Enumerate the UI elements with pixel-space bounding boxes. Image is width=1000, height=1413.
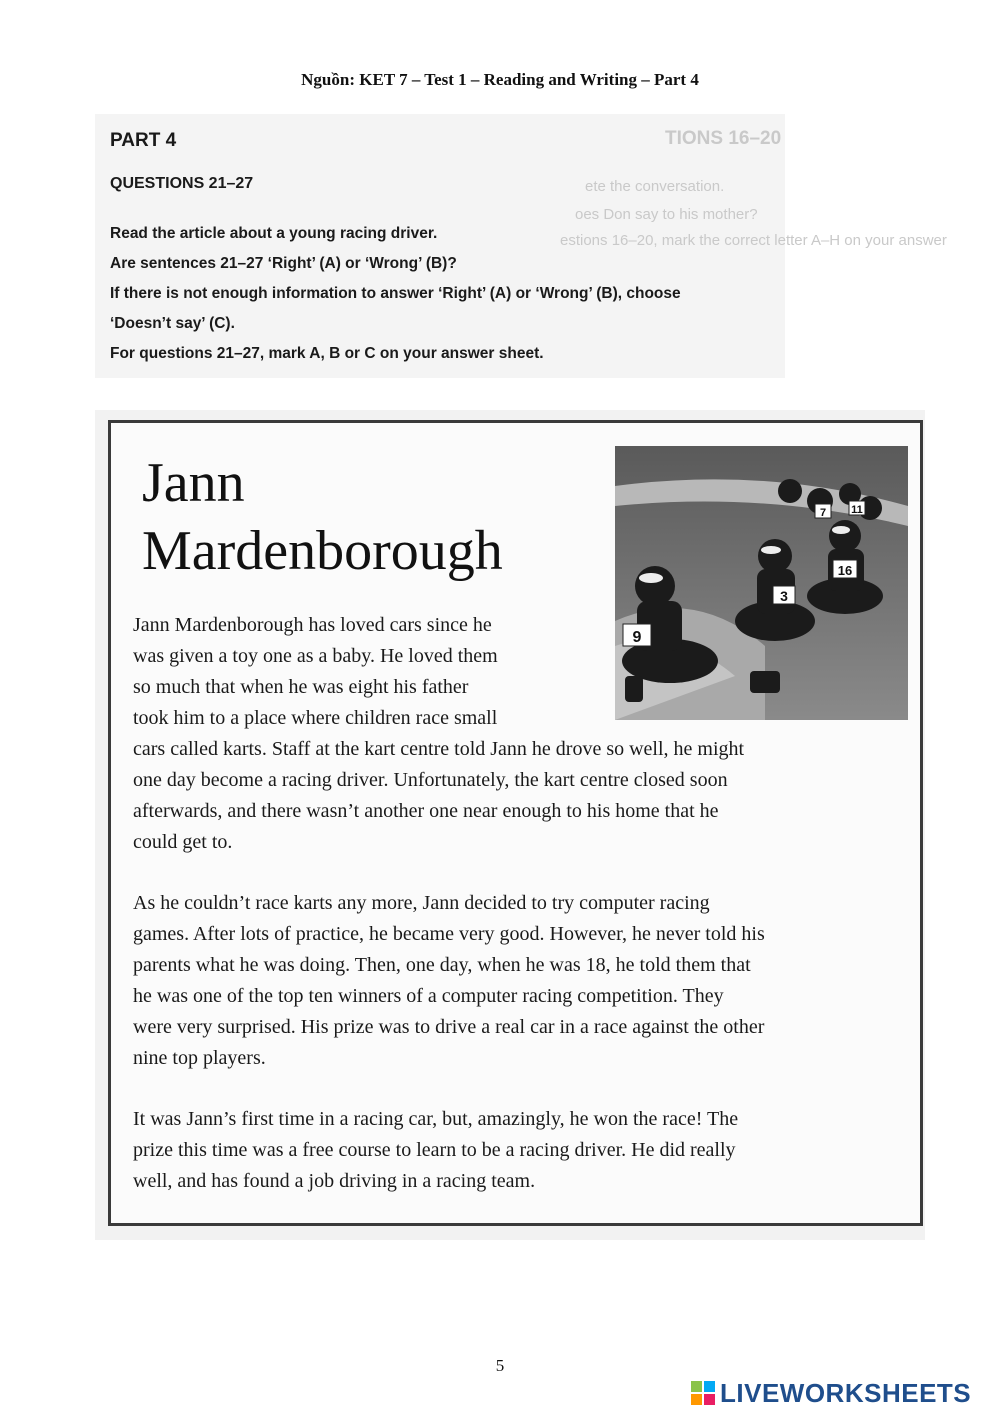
instruction-line: For questions 21–27, mark A, B or C on your answer sheet. xyxy=(110,345,544,362)
kart-number: 3 xyxy=(780,588,788,604)
article-line: was given a toy one as a baby. He loved them xyxy=(133,645,498,667)
logo-text: LIVEWORKSHEETS xyxy=(720,1377,972,1408)
page-number: 5 xyxy=(495,1356,505,1375)
logo-grid-icon xyxy=(690,1380,716,1406)
article-line: games. After lots of practice, he became very good. However, he never told his xyxy=(133,923,765,945)
bleed-through-text: oes Don say to his mother? xyxy=(575,206,758,223)
bleed-through-text: estions 16–20, mark the correct letter A–H on your answer xyxy=(560,232,947,249)
source-line: Nguồn: KET 7 – Test 1 – Reading and Writing – Part 4 xyxy=(301,70,699,89)
article-line: As he couldn’t race karts any more, Jann decided to try computer racing xyxy=(133,892,710,914)
article-line: prize this time was a free course to learn to be a racing driver. He did really xyxy=(133,1139,736,1161)
kart-number: 7 xyxy=(819,507,827,519)
bleed-through-text: ete the conversation. xyxy=(585,178,725,195)
article-line: were very surprised. His prize was to drive a real car in a race against the other xyxy=(133,1016,765,1038)
article-title-line-1: Jann xyxy=(142,452,245,514)
article-line: parents what he was doing. Then, one day, when he was 18, he told them that xyxy=(133,954,751,976)
questions-heading: QUESTIONS 21–27 xyxy=(110,175,254,192)
liveworksheets-logo xyxy=(690,1378,971,1408)
article-line: well, and has found a job driving in a racing team. xyxy=(133,1170,536,1192)
kart-number: 9 xyxy=(632,629,642,646)
article-line: nine top players. xyxy=(133,1047,266,1069)
kart-number: 16 xyxy=(837,563,853,578)
article-line: could get to. xyxy=(133,831,233,853)
instruction-line: If there is not enough information to answer ‘Right’ (A) or ‘Wrong’ (B), choose xyxy=(110,285,681,302)
article-line: afterwards, and there wasn’t another one near enough to his home that he xyxy=(133,800,719,822)
article-line: cars called karts. Staff at the kart centre told Jann he drove so well, he might xyxy=(133,738,745,760)
article-line: took him to a place where children race small xyxy=(133,707,498,729)
article-line: he was one of the top ten winners of a computer racing competition. They xyxy=(133,985,724,1007)
article-line: It was Jann’s first time in a racing car, but, amazingly, he won the race! The xyxy=(133,1108,739,1130)
instruction-line: Are sentences 21–27 ‘Right’ (A) or ‘Wrong’ (B)? xyxy=(110,255,457,272)
article-line: Jann Mardenborough has loved cars since he xyxy=(133,614,492,636)
bleed-through-text: TIONS 16–20 xyxy=(665,128,782,149)
article-title-line-2: Mardenborough xyxy=(142,520,503,582)
instruction-line: Read the article about a young racing driver. xyxy=(110,225,438,242)
kart-number: 11 xyxy=(851,504,863,516)
instruction-line: ‘Doesn’t say’ (C). xyxy=(110,315,235,332)
part-heading: PART 4 xyxy=(110,130,177,151)
kart-race-photo xyxy=(615,446,908,720)
article-line: so much that when he was eight his father xyxy=(133,676,469,698)
article-line: one day become a racing driver. Unfortunately, the kart centre closed soon xyxy=(133,769,728,791)
